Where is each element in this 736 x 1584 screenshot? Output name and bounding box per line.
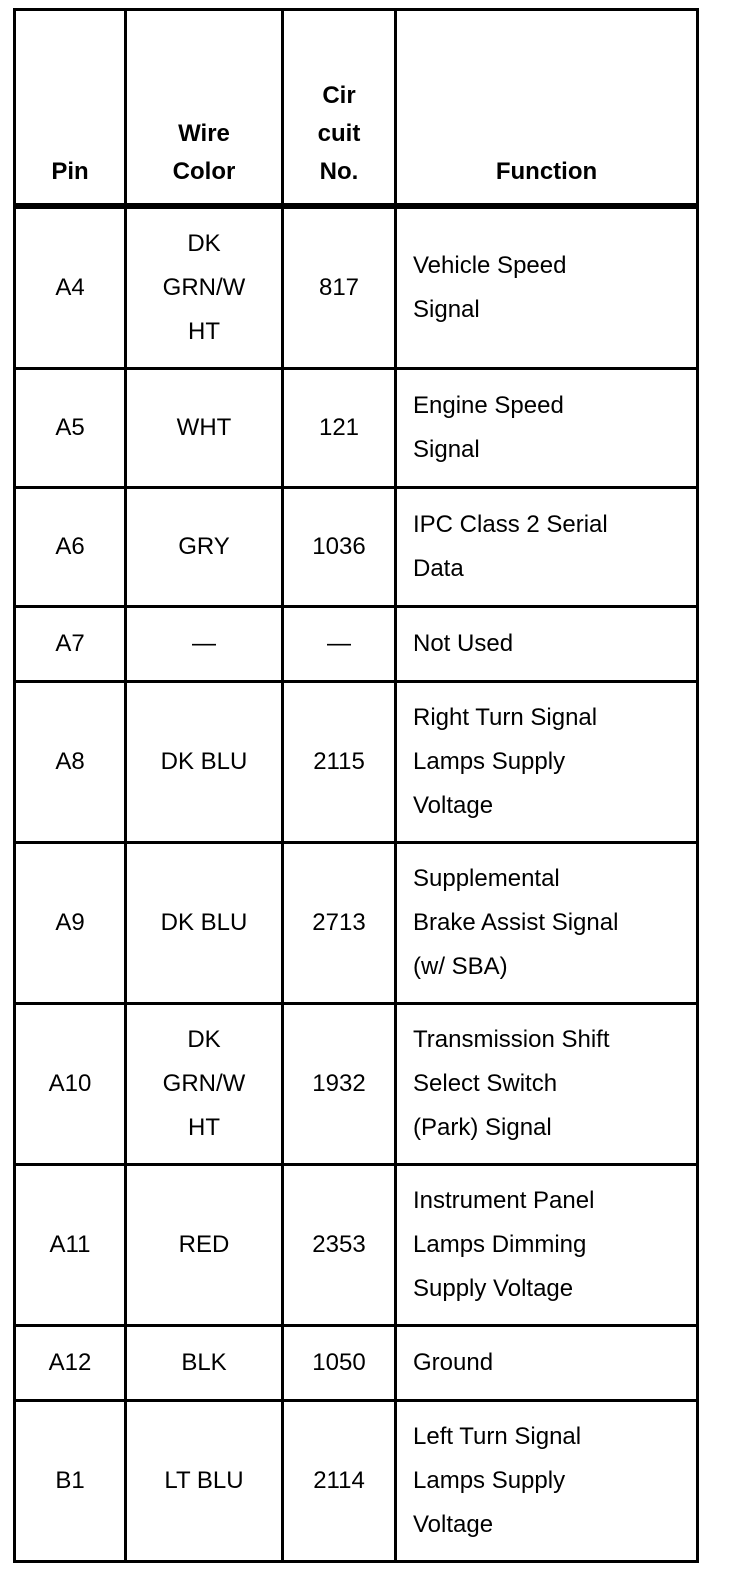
wire-color-line: DK BLU bbox=[160, 909, 248, 936]
function-cell bbox=[396, 1004, 698, 1165]
function-line: Supply Voltage bbox=[413, 1275, 574, 1302]
function-line: Lamps Dimming bbox=[413, 1231, 587, 1258]
wire-color-line: RED bbox=[178, 1231, 230, 1258]
wire-color-line: HT bbox=[188, 318, 220, 345]
wire-color-line: GRY bbox=[178, 533, 230, 560]
function-cell bbox=[396, 1326, 698, 1401]
function-line: Not Used bbox=[413, 630, 514, 657]
pin-cell: A9 bbox=[15, 843, 126, 1004]
header-circuit-line: Cir bbox=[322, 82, 356, 109]
wire-color-line: HT bbox=[188, 1114, 220, 1141]
function-cell bbox=[396, 1165, 698, 1326]
function-line: (Park) Signal bbox=[413, 1114, 552, 1141]
header-function bbox=[396, 10, 698, 207]
function-line: Data bbox=[413, 555, 464, 582]
function-line: Transmission Shift bbox=[413, 1026, 610, 1053]
header-circuit-no bbox=[283, 10, 396, 207]
pin-cell: A12 bbox=[15, 1326, 126, 1401]
wire-color-cell bbox=[126, 369, 283, 488]
pin-cell: A6 bbox=[15, 488, 126, 607]
wire-color-line: WHT bbox=[176, 414, 232, 441]
header-circuit-line: cuit bbox=[317, 120, 361, 147]
function-cell bbox=[396, 607, 698, 682]
pin-cell: A4 bbox=[15, 206, 126, 369]
function-line: Signal bbox=[413, 296, 480, 323]
function-cell bbox=[396, 488, 698, 607]
circuit-cell: 1036 bbox=[283, 488, 396, 607]
wire-color-cell bbox=[126, 488, 283, 607]
function-line: (w/ SBA) bbox=[413, 953, 508, 980]
circuit-cell: 2115 bbox=[283, 682, 396, 843]
function-cell bbox=[396, 843, 698, 1004]
wire-color-cell bbox=[126, 1004, 283, 1165]
wire-color-line: GRN/W bbox=[162, 1070, 246, 1097]
table-row bbox=[15, 488, 698, 607]
circuit-cell: 121 bbox=[283, 369, 396, 488]
function-line: Select Switch bbox=[413, 1070, 558, 1097]
wire-color-line: DK BLU bbox=[160, 748, 248, 775]
pin-cell: B1 bbox=[15, 1401, 126, 1562]
function-line: Engine Speed bbox=[413, 392, 564, 419]
connector-pin-table bbox=[13, 8, 699, 1563]
wire-color-cell bbox=[126, 843, 283, 1004]
table-row bbox=[15, 682, 698, 843]
wire-color-line: BLK bbox=[181, 1349, 227, 1376]
circuit-cell: — bbox=[283, 607, 396, 682]
function-line: Lamps Supply bbox=[413, 1467, 566, 1494]
function-line: Vehicle Speed bbox=[413, 252, 567, 279]
table-row bbox=[15, 1326, 698, 1401]
table-row bbox=[15, 369, 698, 488]
pin-cell: A8 bbox=[15, 682, 126, 843]
function-line: Voltage bbox=[413, 792, 494, 819]
function-line: Lamps Supply bbox=[413, 748, 566, 775]
header-wire-color-line: Color bbox=[172, 158, 236, 185]
wire-color-line: GRN/W bbox=[162, 274, 246, 301]
wire-color-cell bbox=[126, 1326, 283, 1401]
function-line: Brake Assist Signal bbox=[413, 909, 619, 936]
circuit-cell: 2114 bbox=[283, 1401, 396, 1562]
header-pin bbox=[15, 10, 126, 207]
circuit-cell: 817 bbox=[283, 206, 396, 369]
circuit-cell: 1932 bbox=[283, 1004, 396, 1165]
function-line: Voltage bbox=[413, 1511, 494, 1538]
wire-color-cell bbox=[126, 206, 283, 369]
function-line: IPC Class 2 Serial bbox=[413, 511, 608, 538]
function-cell bbox=[396, 1401, 698, 1562]
pin-cell: A11 bbox=[15, 1165, 126, 1326]
function-line: Ground bbox=[413, 1349, 494, 1376]
table-row bbox=[15, 206, 698, 369]
circuit-cell: 2713 bbox=[283, 843, 396, 1004]
wire-color-cell bbox=[126, 607, 283, 682]
function-line: Right Turn Signal bbox=[413, 704, 598, 731]
pin-cell: A10 bbox=[15, 1004, 126, 1165]
wire-color-line: — bbox=[192, 630, 216, 657]
wire-color-line: DK bbox=[187, 230, 221, 257]
wire-color-cell bbox=[126, 1401, 283, 1562]
circuit-cell: 1050 bbox=[283, 1326, 396, 1401]
wire-color-line: LT BLU bbox=[164, 1467, 244, 1494]
table-row bbox=[15, 1401, 698, 1562]
header-row bbox=[15, 10, 698, 207]
pin-cell: A5 bbox=[15, 369, 126, 488]
table-row bbox=[15, 607, 698, 682]
wire-color-cell bbox=[126, 1165, 283, 1326]
function-line: Instrument Panel bbox=[413, 1187, 595, 1214]
pin-cell: A7 bbox=[15, 607, 126, 682]
table-row bbox=[15, 843, 698, 1004]
header-wire-color bbox=[126, 10, 283, 207]
table-row bbox=[15, 1165, 698, 1326]
circuit-cell: 2353 bbox=[283, 1165, 396, 1326]
wire-color-cell bbox=[126, 682, 283, 843]
header-pin-label: Pin bbox=[51, 158, 89, 185]
function-cell bbox=[396, 206, 698, 369]
function-line: Signal bbox=[413, 436, 480, 463]
wire-color-line: DK bbox=[187, 1026, 221, 1053]
function-cell bbox=[396, 369, 698, 488]
header-circuit-line: No. bbox=[319, 158, 359, 185]
header-function-label: Function bbox=[495, 158, 598, 185]
header-wire-color-line: Wire bbox=[178, 120, 230, 147]
function-line: Supplemental bbox=[413, 865, 560, 892]
table-row bbox=[15, 1004, 698, 1165]
function-cell bbox=[396, 682, 698, 843]
function-line: Left Turn Signal bbox=[413, 1423, 582, 1450]
